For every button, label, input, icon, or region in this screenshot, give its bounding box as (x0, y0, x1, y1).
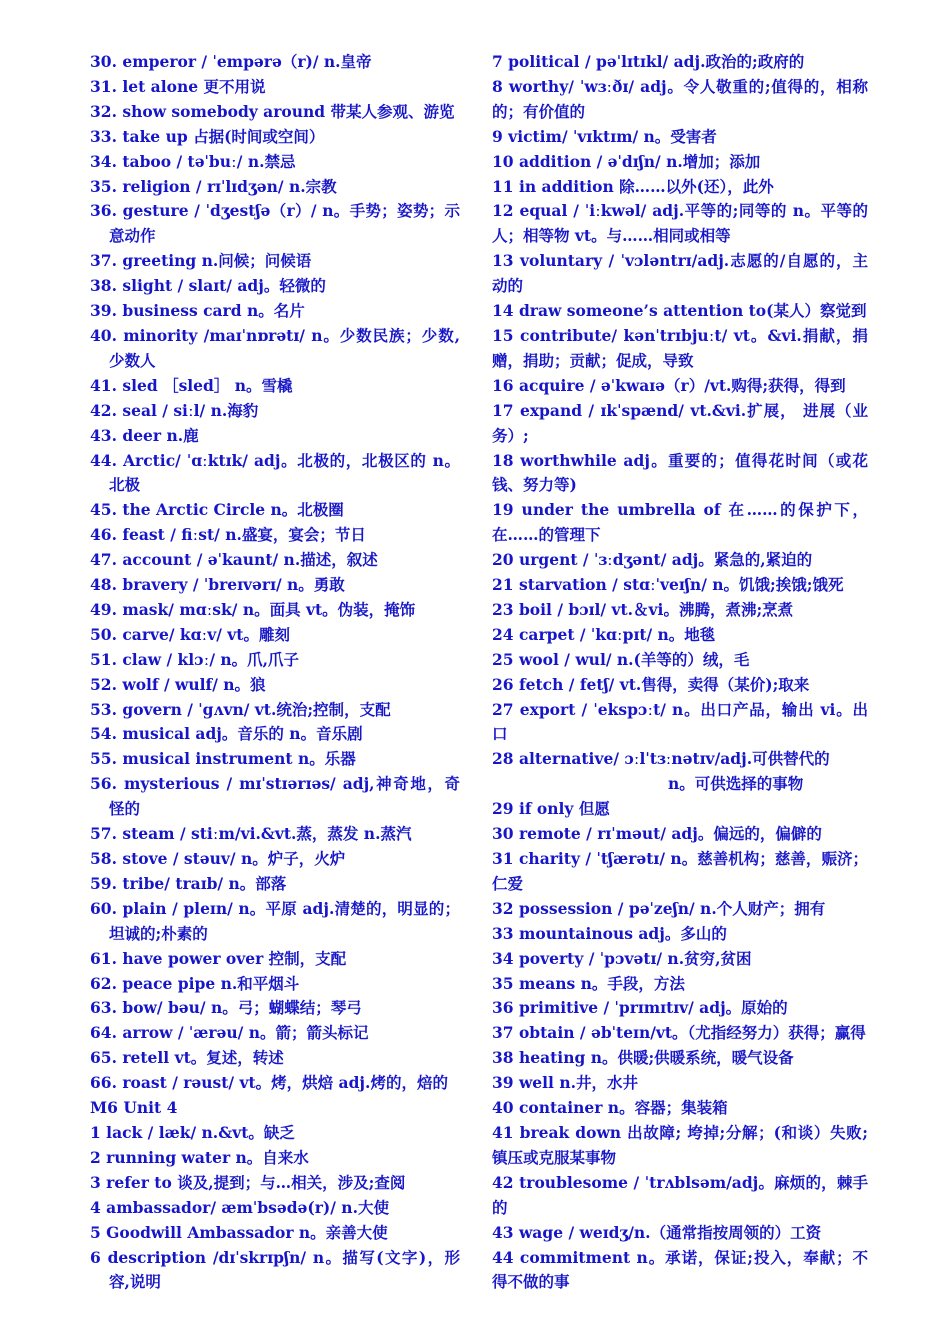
vocab-entry: 47. account / əˈkaunt/ n.描述，叙述 (90, 550, 378, 570)
vocab-entry: 63. bow/ bəu/ n。弓；蝴蝶结；琴弓 (90, 998, 362, 1018)
vocab-entry: 43 wage / weɪdʒ/n.（通常指按周领的）工资 (492, 1222, 822, 1242)
vocab-entry: 36 primitive / ˈprɪmɪtɪv/ adj。原始的 (492, 998, 788, 1018)
vocab-entry: 45. the Arctic Circle n。北极圈 (90, 500, 344, 520)
vocab-entry: 33. take up 占据(时间或空间） (90, 126, 325, 146)
vocab-entry: 15 contribute/ kənˈtrɪbjuːt/ vt。&vi.捐献，捐赠，捐助；贡献；促成，导致 (492, 325, 868, 370)
vocab-entry: 4 ambassador/ æmˈbsədə(r)/ n.大使 (90, 1197, 389, 1217)
vocab-entry: 31 charity / ˈtʃærətɪ/ n。慈善机构；慈善，赈济；仁爱 (492, 849, 868, 893)
vocab-entry: 36. gesture / ˈdʒestʃə（r）/ n。手势；姿势；示意动作 (90, 201, 460, 246)
vocab-entry (492, 747, 868, 797)
vocab-entry: 41. sled ［sled］ n。雪橇 (90, 375, 293, 395)
vocab-entry: 60. plain / pleɪn/ n。平原 adj.清楚的，明显的；坦诚的;朴素的 (90, 898, 460, 943)
vocab-entry: 34. taboo / təˈbuː/ n.禁忌 (90, 151, 296, 171)
vocab-entry: 58. stove / stəuv/ n。炉子，火炉 (90, 849, 346, 868)
vocab-entry: 10 addition / əˈdɪʃn/ n.增加；添加 (492, 151, 761, 171)
vocab-entry: 64. arrow / ˈærəu/ n。箭；箭头标记 (90, 1023, 369, 1043)
vocab-entry: 37 obtain / əbˈteɪn/vt。（尤指经努力）获得；赢得 (492, 1023, 866, 1043)
vocab-entry: 2 running water n。自来水 (90, 1147, 309, 1167)
vocab-entry-main: 28 alternative/ ɔːlˈtɜːnətɪv/adj.可供替代的 (492, 749, 830, 769)
vocab-entry: 42 troublesome / ˈtrʌblsəm/adj。麻烦的，棘手的 (492, 1172, 868, 1217)
vocab-entry: 12 equal / ˈiːkwəl/ adj.平等的;同等的 n。平等的人；相等物 vt。与……相同或相等 (492, 201, 868, 246)
vocab-entry: 62. peace pipe n.和平烟斗 (90, 973, 300, 993)
vocab-entry: 43. deer n.鹿 (90, 425, 199, 445)
vocab-entry: 33 mountainous adj。多山的 (492, 923, 727, 943)
vocab-entry: 35 means n。手段，方法 (492, 973, 685, 993)
vocab-entry: 13 voluntary / ˈvɔləntrɪ/adj.志愿的/自愿的，主动的 (492, 251, 868, 296)
vocab-entry: 32 possession / pəˈzeʃn/ n.个人财产；拥有 (492, 898, 826, 918)
vocab-entry: 26 fetch / fetʃ/ vt.售得，卖得（某价);取来 (492, 674, 810, 694)
vocab-entry: 31. let alone 更不用说 (90, 76, 266, 96)
vocab-entry: 30 remote / rɪˈməut/ adj。偏远的，偏僻的 (492, 824, 822, 844)
vocab-entry: 65. retell vt。复述，转述 (90, 1048, 284, 1068)
right-vocab-list (492, 50, 868, 747)
vocab-entry: 55. musical instrument n。乐器 (90, 749, 356, 769)
vocab-entry: 21 starvation / stɑːˈveɪʃn/ n。饥饿;挨饿;饿死 (492, 575, 844, 595)
vocab-entry: 16 acquire / əˈkwaɪə（r）/vt.购得;获得，得到 (492, 375, 846, 395)
vocab-entry: 42. seal / siːl/ n.海豹 (90, 400, 259, 420)
vocab-entry: 24 carpet / ˈkɑːpɪt/ n。地毯 (492, 624, 716, 644)
vocab-entry: 49. mask/ mɑːsk/ n。面具 vt。伪装，掩饰 (90, 599, 416, 619)
right-column (492, 50, 868, 1295)
vocab-entry: 9 victim/ ˈvɪktɪm/ n。受害者 (492, 126, 717, 146)
vocab-entry: 46. feast / fiːst/ n.盛宴，宴会；节日 (90, 525, 366, 545)
vocab-entry: 61. have power over 控制，支配 (90, 948, 347, 968)
left-vocab-list (90, 50, 460, 1096)
vocab-entry: 48. bravery / ˈbreɪvərɪ/ n。勇敢 (90, 575, 345, 595)
vocab-entry: 5 Goodwill Ambassador n。亲善大使 (90, 1222, 388, 1242)
vocab-entry: 53. govern / ˈgʌvn/ vt.统治;控制，支配 (90, 699, 391, 719)
vocab-entry: 8 worthy/ ˈwɜːðɪ/ adj。令人敬重的;值得的，相称的；有价值的 (492, 76, 868, 121)
vocab-entry: 3 refer to 谈及,提到；与…相关，涉及;查阅 (90, 1172, 406, 1192)
vocab-entry: 19 under the umbrella of 在……的保护下，在……的管理下 (492, 500, 868, 545)
vocab-entry: 6 description /dɪˈskrɪpʃn/ n。描写(文字)，形容,说明 (90, 1247, 460, 1292)
vocab-entry: 59. tribe/ traɪb/ n。部落 (90, 873, 287, 893)
vocab-entry: 39 well n.井，水井 (492, 1073, 639, 1093)
vocab-entry: 41 break down 出故障; 垮掉;分解；(和谈）失败;镇压或克服某事物 (492, 1122, 868, 1167)
unit4-vocab-list (90, 1121, 460, 1295)
vocab-entry: 50. carve/ kɑːv/ vt。雕刻 (90, 624, 290, 644)
vocab-entry: 35. religion / rɪˈlɪdʒən/ n.宗教 (90, 176, 337, 196)
vocab-entry: 17 expand / ɪkˈspænd/ vt.&vi.扩展， 进展（业务）; (492, 400, 868, 445)
vocab-entry: 1 lack / læk/ n.&vt。缺乏 (90, 1122, 295, 1142)
vocab-entry: 44. Arctic/ ˈɑːktɪk/ adj。北极的，北极区的 n。北极 (90, 450, 460, 495)
vocab-entry: 30. emperor / ˈempərə（r)/ n.皇帝 (90, 52, 372, 71)
vocab-entry: 29 if only 但愿 (492, 799, 610, 819)
vocab-entry: 32. show somebody around 带某人参观、游览 (90, 101, 455, 121)
vocab-entry: 57. steam / stiːm/vi.&vt.蒸，蒸发 n.蒸汽 (90, 824, 412, 844)
vocab-entry: 37. greeting n.问候；问候语 (90, 251, 312, 271)
vocab-entry: 23 boil / bɔɪl/ vt.＆vi。沸腾，煮沸;烹煮 (492, 599, 794, 619)
section-heading: M6 Unit 4 (90, 1098, 178, 1118)
vocab-entry: 34 poverty / ˈpɔvətɪ/ n.贫穷,贫困 (492, 948, 752, 968)
vocab-entry: 14 draw someone’s attention to(某人）察觉到 (492, 301, 867, 321)
vocab-entry: 44 commitment n。承诺，保证;投入，奉献；不得不做的事 (492, 1247, 868, 1292)
vocab-entry: 25 wool / wul/ n.(羊等的）绒，毛 (492, 649, 750, 669)
vocab-entry: 11 in addition 除……以外(还），此外 (492, 176, 774, 196)
vocab-entry: 27 export / ˈekspɔːt/ n。出口产品，输出 vi。出口 (492, 699, 868, 744)
vocab-entry: 54. musical adj。音乐的 n。音乐剧 (90, 724, 363, 744)
vocab-entry: 51. claw / klɔː/ n。爪,爪子 (90, 649, 300, 669)
left-column (90, 50, 460, 1295)
right-vocab-list-tail (492, 797, 868, 1295)
vocab-entry: 66. roast / rəust/ vt。烤，烘焙 adj.烤的，焙的 (90, 1073, 448, 1093)
vocab-entry: 18 worthwhile adj。重要的；值得花时间（或花钱、努力等) (492, 450, 868, 495)
vocab-entry: 7 political / pəˈlɪtɪkl/ adj.政治的;政府的 (492, 52, 805, 71)
vocab-entry: 38. slight / slaɪt/ adj。轻微的 (90, 276, 326, 296)
vocab-entry: 52. wolf / wulf/ n。狼 (90, 674, 266, 694)
vocab-entry: 20 urgent / ˈɜːdʒənt/ adj。紧急的,紧迫的 (492, 550, 813, 570)
vocab-entry: 40. minority /maɪˈnɒrətɪ/ n。少数民族；少数,少数人 (90, 325, 460, 370)
vocab-entry: 56. mysterious / mɪˈstɪərɪəs/ adj,神奇地，奇怪的 (90, 774, 460, 819)
vocab-entry: 39. business card n。名片 (90, 301, 305, 321)
vocab-entry-continuation: n。可供选择的事物 (668, 774, 804, 794)
vocab-entry: 40 container n。容器；集装箱 (492, 1098, 728, 1118)
vocab-entry: 38 heating n。供暖;供暖系统，暖气设备 (492, 1048, 794, 1068)
